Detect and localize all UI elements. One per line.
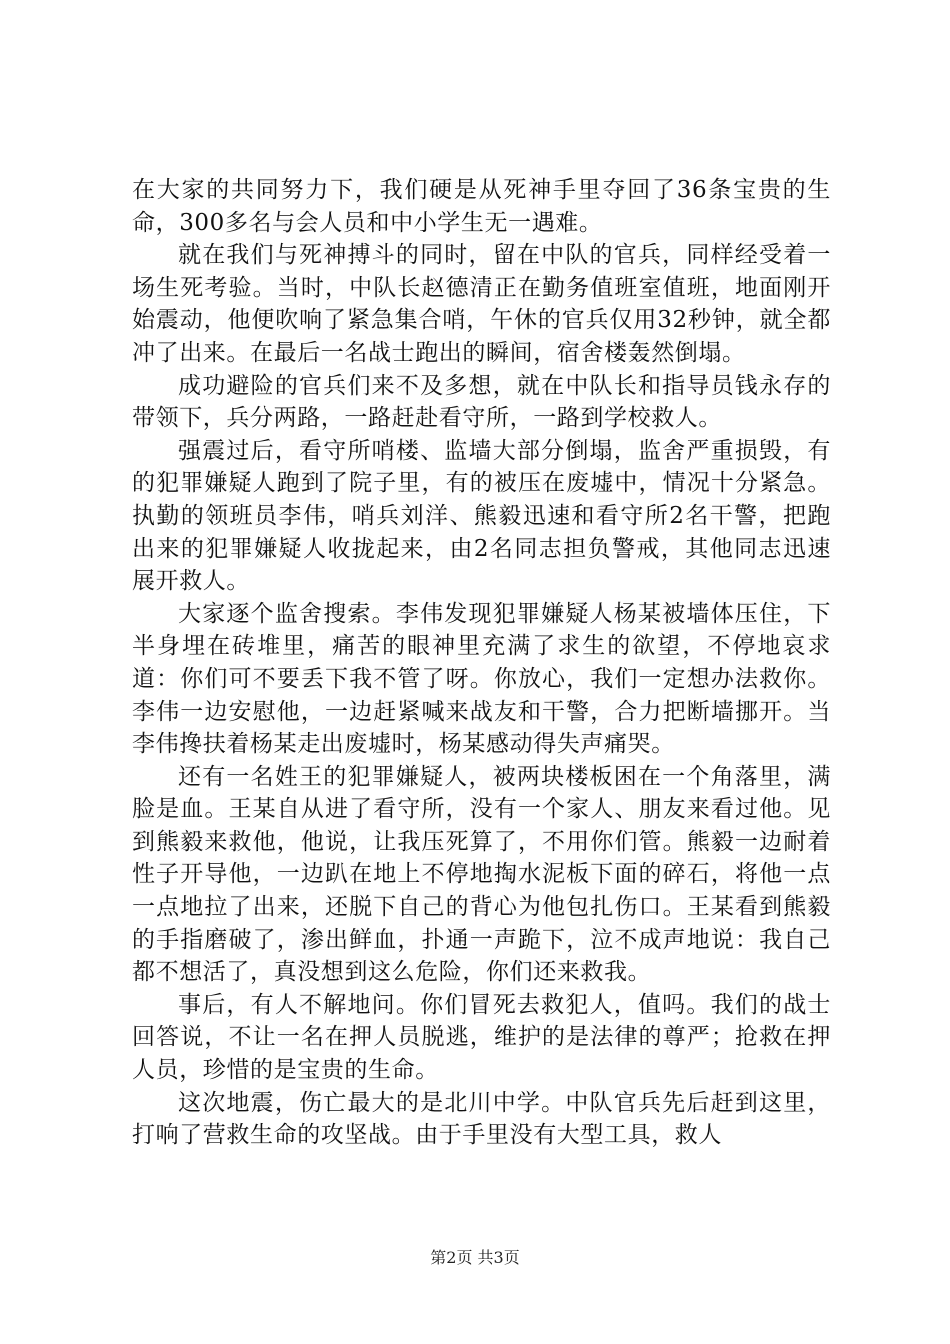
document-body bbox=[132, 174, 831, 1152]
paragraph: 强震过后，看守所哨楼、监墙大部分倒塌，监舍严重损毁，有的犯罪嫌疑人跑到了院子里，有的被压在废墟中，情况十分紧急。执勤的领班员李伟，哨兵刘洋、熊毅迅速和看守所2名干警，把跑出来的犯罪嫌疑人收拢起来，由2名同志担负警戒，其他同志迅速展开救人。 bbox=[132, 437, 831, 595]
paragraph-continuation: 在大家的共同努力下，我们硬是从死神手里夺回了36条宝贵的生命，300多名与会人员和中小学生无一遇难。 bbox=[132, 177, 831, 236]
page-number-footer: 第2页 共3页 bbox=[430, 1248, 520, 1267]
paragraph: 大家逐个监舍搜索。李伟发现犯罪嫌疑人杨某被墙体压住，下半身埋在砖堆里，痛苦的眼神里充满了求生的欲望，不停地哀求道：你们可不要丢下我不管了呀。你放心，我们一定想办法救你。李伟一边安慰他，一边赶紧喊来战友和干警，合力把断墙挪开。当李伟搀扶着杨某走出废墟时，杨某感动得失声痛哭。 bbox=[132, 600, 831, 758]
paragraph: 事后，有人不解地问。你们冒死去救犯人，值吗。我们的战士回答说，不让一名在押人员脱逃，维护的是法律的尊严；抢救在押人员，珍惜的是宝贵的生命。 bbox=[132, 991, 831, 1084]
paragraph: 成功避险的官兵们来不及多想，就在中队长和指导员钱永存的带领下，兵分两路，一路赶赴看守所，一路到学校救人。 bbox=[132, 372, 831, 432]
paragraph: 就在我们与死神搏斗的同时，留在中队的官兵，同样经受着一场生死考验。当时，中队长赵德清正在勤务值班室值班，地面刚开始震动，他便吹响了紧急集合哨，午休的官兵仅用32秒钟，就全都冲了出来。在最后一名战士跑出的瞬间，宿舍楼轰然倒塌。 bbox=[132, 242, 831, 366]
paragraph: 这次地震，伤亡最大的是北川中学。中队官兵先后赶到这里，打响了营救生命的攻坚战。由于手里没有大型工具，救人 bbox=[132, 1089, 831, 1149]
paragraph: 还有一名姓王的犯罪嫌疑人，被两块楼板困在一个角落里，满脸是血。王某自从进了看守所，没有一个家人、朋友来看过他。见到熊毅来救他，他说，让我压死算了，不用你们管。熊毅一边耐着性子开导他，一边趴在地上不停地掏水泥板下面的碎石，将他一点一点地拉了出来，还脱下自己的背心为他包扎伤口。王某看到熊毅的手指磨破了，渗出鲜血，扑通一声跪下，泣不成声地说：我自己都不想活了，真没想到这么危险，你们还来救我。 bbox=[132, 763, 831, 986]
